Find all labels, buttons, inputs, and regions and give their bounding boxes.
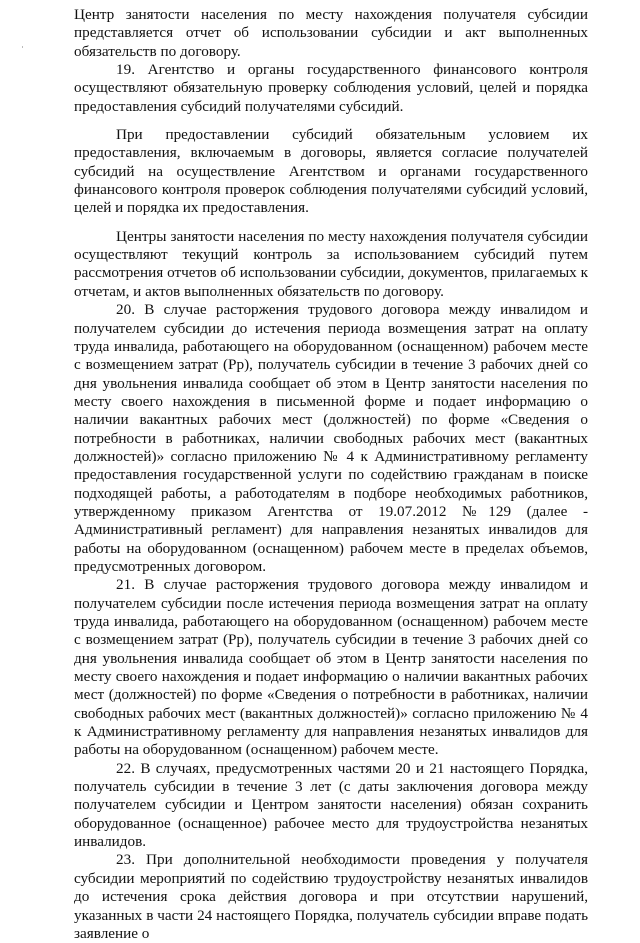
document-body <box>74 6 588 943</box>
scan-speck <box>22 46 23 48</box>
paragraph-19: 19. Агентство и органы государственного финансового контроля осуществляют обязательную проверку соблюдения условий, целей и порядка предоставления субсидий получателями субсидий. <box>74 61 588 115</box>
paragraph-19-control: Центры занятости населения по месту нахождения получателя субсидии осуществляют текущий контроль за использованием субсидий путем рассмотрения отчетов об использовании субсидии, документов, прилагаемых к отчетам, и актов выполненных обязательств по договору. <box>74 227 588 300</box>
paragraph-23: 23. При дополнительной необходимости проведения у получателя субсидии мероприятий по содействию трудоустройству незанятых инвалидов до истечения срока действия договора и при отсутствии нарушений, указанных в части 24 настоящего Порядка, получатель субсидии вправе подать заявление о <box>74 851 588 942</box>
paragraph-continuation: Центр занятости населения по месту нахождения получателя субсидии представляется отчет об использовании субсидии и акт выполненных обязательств по договору. <box>74 6 588 60</box>
paragraph-22: 22. В случаях, предусмотренных частями 20 и 21 настоящего Порядка, получатель субсидии в течение 3 лет (с даты заключения договора между получателем субсидии и Центром занятости населения) обязан сохранить оборудованное (оснащенное) рабочее место для трудоустройства незанятых инвалидов. <box>74 759 588 851</box>
paragraph-19-condition: При предоставлении субсидий обязательным условием их предоставления, включаемым в договоры, является согласие получателей субсидий на осуществление Агентством и органами государственного финансового контроля проверок соблюдения получателями субсидий условий, целей и порядка их предоставления. <box>74 126 588 217</box>
paragraph-20: 20. В случае расторжения трудового договора между инвалидом и получателем субсидии до истечения периода возмещения затрат на оплату труда инвалида, работающего на оборудованном (оснащенном) рабочем месте с возмещением затрат (Рр), получатель субсидии в течение 3 рабочих дней со дня увольнения инвалида сообщает об этом в Центр занятости населения по месту своего нахождения в письменной форме и подает информацию о наличии вакантных рабочих мест (должностей) по форме «Сведения о потребности в работниках, наличии свободных рабочих мест (вакантных должностей)» согласно приложению № 4 к Административному регламенту предоставления государственной услуги по содействию гражданам в поиске подходящей работы, а работодателям в подборе необходимых работников, утвержденному приказом Агентства от 19.07.2012 №129 (далее - Административный регламент) для направления незанятых инвалидов для работы на оборудованном (оснащенном) рабочем месте в пределах объемов, предусмотренных договором. <box>74 301 588 575</box>
paragraph-21: 21. В случае расторжения трудового договора между инвалидом и получателем субсидии после истечения периода возмещения затрат на оплату труда инвалида, работающего на оборудованном (оснащенном) рабочем месте с возмещением затрат (Рр), получатель субсидии в течение 3 рабочих дней со дня увольнения инвалида сообщает об этом в Центр занятости населения по месту своего нахождения и подает информацию о наличии вакантных рабочих мест (должностей) по форме «Сведения о потребности в работниках, наличии свободных рабочих мест (вакантных должностей)» согласно приложению № 4 к Административному регламенту для направления незанятых инвалидов для работы на оборудованном (оснащенном) рабочем месте. <box>74 576 588 759</box>
